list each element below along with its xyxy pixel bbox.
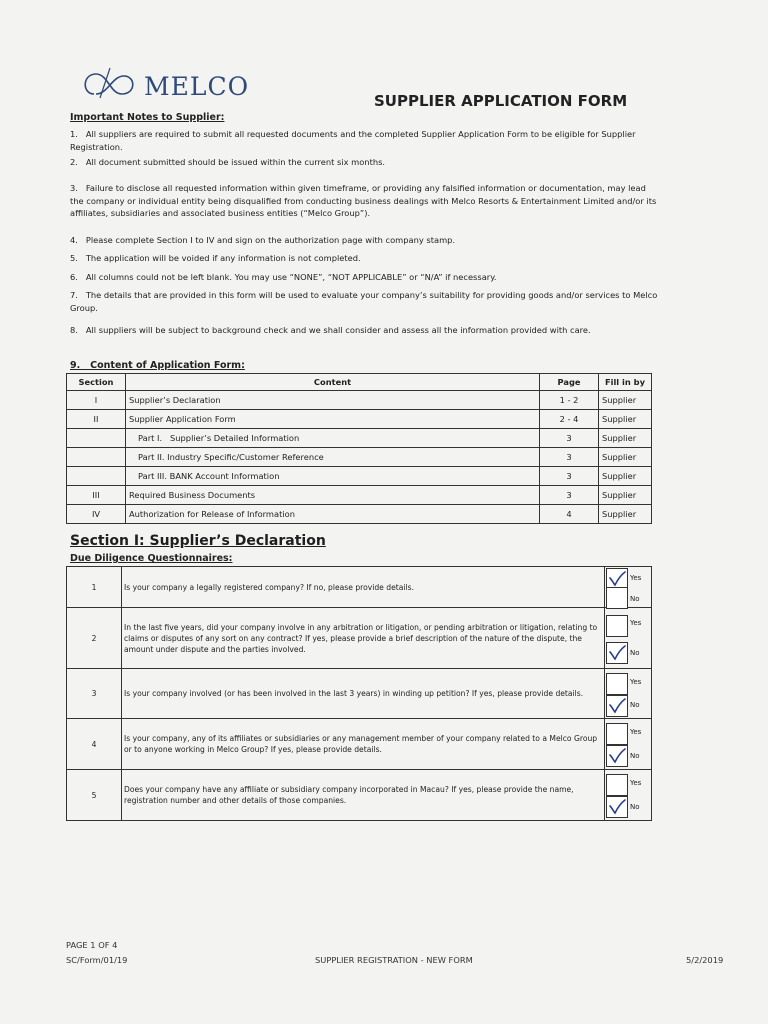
question-number: 4 (67, 719, 122, 770)
question-row (67, 608, 652, 669)
note-item: 5. The application will be voided if any information is not completed. (70, 253, 361, 263)
section-cell (67, 448, 126, 467)
checkmark-icon (608, 570, 626, 588)
yes-checkbox[interactable] (606, 723, 628, 745)
section-cell (67, 467, 126, 486)
question-number: 1 (67, 567, 122, 608)
note-item: 2. All document submitted should be issued within the current six months. (70, 157, 386, 167)
page-cell: 3 (540, 486, 599, 505)
question-row (67, 669, 652, 719)
column-header: Content (126, 374, 540, 391)
fill-cell: Supplier (599, 505, 652, 524)
answer-cell (605, 719, 652, 770)
yes-label: Yes (630, 779, 642, 787)
section-cell: II (67, 410, 126, 429)
question-text: Is your company, any of its affiliates or subsidiaries or any management member of your company related to a Melco Group or to anyone working in Melco Group? If yes, please provide details. (122, 719, 605, 770)
note-item: 8. All suppliers will be subject to background check and we shall consider and assess all the information provided with care. (70, 325, 591, 335)
answer-cell (605, 770, 652, 821)
page-number: PAGE 1 OF 4 (66, 940, 118, 950)
checkmark-icon (608, 798, 626, 816)
notes-heading: Important Notes to Supplier: (70, 112, 225, 123)
table-row (67, 505, 652, 524)
no-label: No (630, 752, 640, 760)
column-header: Section (67, 374, 126, 391)
answer-cell (605, 567, 652, 608)
yes-label: Yes (630, 728, 642, 736)
fill-cell: Supplier (599, 429, 652, 448)
answer-cell (605, 669, 652, 719)
yes-label: Yes (630, 574, 642, 582)
fill-cell: Supplier (599, 467, 652, 486)
no-checkbox[interactable] (606, 642, 628, 664)
footer-date: 5/2/2019 (686, 955, 724, 965)
page-cell: 1 - 2 (540, 391, 599, 410)
content-cell: Part III. BANK Account Information (126, 467, 540, 486)
table-row (67, 429, 652, 448)
note-item: 4. Please complete Section I to IV and sign on the authorization page with company stamp. (70, 235, 456, 245)
no-label: No (630, 595, 640, 603)
table-row (67, 467, 652, 486)
yes-label: Yes (630, 678, 642, 686)
no-checkbox[interactable] (606, 745, 628, 767)
question-number: 2 (67, 608, 122, 669)
content-cell: Part I. Supplier’s Detailed Information (126, 429, 540, 448)
answer-cell (605, 608, 652, 669)
page-cell: 3 (540, 429, 599, 448)
section-cell (67, 429, 126, 448)
question-row (67, 567, 652, 608)
fill-cell: Supplier (599, 486, 652, 505)
question-text: Is your company involved (or has been involved in the last 3 years) in winding up petition? If yes, please provide details. (122, 669, 605, 719)
section-cell: I (67, 391, 126, 410)
content-cell: Supplier Application Form (126, 410, 540, 429)
checkmark-icon (608, 697, 626, 715)
section-cell: IV (67, 505, 126, 524)
page-cell: 2 - 4 (540, 410, 599, 429)
form-title: SUPPLIER APPLICATION FORM (374, 92, 628, 110)
yes-checkbox[interactable] (606, 615, 628, 637)
table-row (67, 448, 652, 467)
note-item: 3. Failure to disclose all requested information within given timeframe, or providing any falsified information or documentation, may lead the company or individual entity being disqualified from conducting business dealings with Melco Resorts & Entertainment Limited and/or its affiliates, subsidiaries and associated business entities (“Melco Group”). (70, 183, 657, 218)
melco-emblem-icon (80, 64, 142, 104)
note-item: 6. All columns could not be left blank. You may use “NONE”, “NOT APPLICABLE” or “N/A” if necessary. (70, 272, 497, 282)
no-label: No (630, 649, 640, 657)
question-row (67, 719, 652, 770)
section-cell: III (67, 486, 126, 505)
no-checkbox[interactable] (606, 796, 628, 818)
question-text: Does your company have any affiliate or subsidiary company incorporated in Macau? If yes, please provide the name, registration number and other details of those companies. (122, 770, 605, 821)
no-label: No (630, 803, 640, 811)
content-heading: 9. Content of Application Form: (70, 360, 245, 371)
footer-center-text: SUPPLIER REGISTRATION - NEW FORM (315, 955, 473, 965)
yes-checkbox[interactable] (606, 673, 628, 695)
note-item: 1. All suppliers are required to submit all requested documents and the completed Supplier Application Form to be eligible for Supplier Registration. (70, 129, 636, 152)
question-row (67, 770, 652, 821)
melco-logo (80, 64, 249, 104)
question-number: 5 (67, 770, 122, 821)
note-item: 7. The details that are provided in this form will be used to evaluate your company’s suitability for providing goods and/or services to Melco Group. (70, 290, 658, 313)
form-code: SC/Form/01/19 (66, 955, 128, 965)
page-cell: 3 (540, 467, 599, 486)
questionnaire-heading: Due Diligence Questionnaires: (70, 553, 233, 564)
table-row (67, 391, 652, 410)
yes-label: Yes (630, 619, 642, 627)
content-cell: Supplier’s Declaration (126, 391, 540, 410)
question-number: 3 (67, 669, 122, 719)
column-header: Page (540, 374, 599, 391)
section-title: Section I: Supplier’s Declaration (70, 533, 326, 549)
checkmark-icon (608, 747, 626, 765)
content-table (66, 373, 652, 524)
no-label: No (630, 701, 640, 709)
yes-checkbox[interactable] (606, 774, 628, 796)
table-header-row (67, 374, 652, 391)
content-cell: Required Business Documents (126, 486, 540, 505)
fill-cell: Supplier (599, 448, 652, 467)
column-header: Fill in by (599, 374, 652, 391)
fill-cell: Supplier (599, 410, 652, 429)
no-checkbox[interactable] (606, 587, 628, 609)
content-cell: Authorization for Release of Information (126, 505, 540, 524)
checkmark-icon (608, 644, 626, 662)
page-cell: 4 (540, 505, 599, 524)
brand-name: MELCO (144, 71, 250, 101)
questionnaire-table (66, 566, 652, 821)
table-row (67, 486, 652, 505)
table-row (67, 410, 652, 429)
page-cell: 3 (540, 448, 599, 467)
question-text: In the last five years, did your company involve in any arbitration or litigation, or pending arbitration or litigation, relating to claims or disputes of any sort on any contract? If yes, please provide a brief description of the nature of the dispute, the amount under dispute and the parties involved. (122, 608, 605, 669)
question-text: Is your company a legally registered company? If no, please provide details. (122, 567, 605, 608)
fill-cell: Supplier (599, 391, 652, 410)
no-checkbox[interactable] (606, 695, 628, 717)
content-cell: Part II. Industry Specific/Customer Reference (126, 448, 540, 467)
